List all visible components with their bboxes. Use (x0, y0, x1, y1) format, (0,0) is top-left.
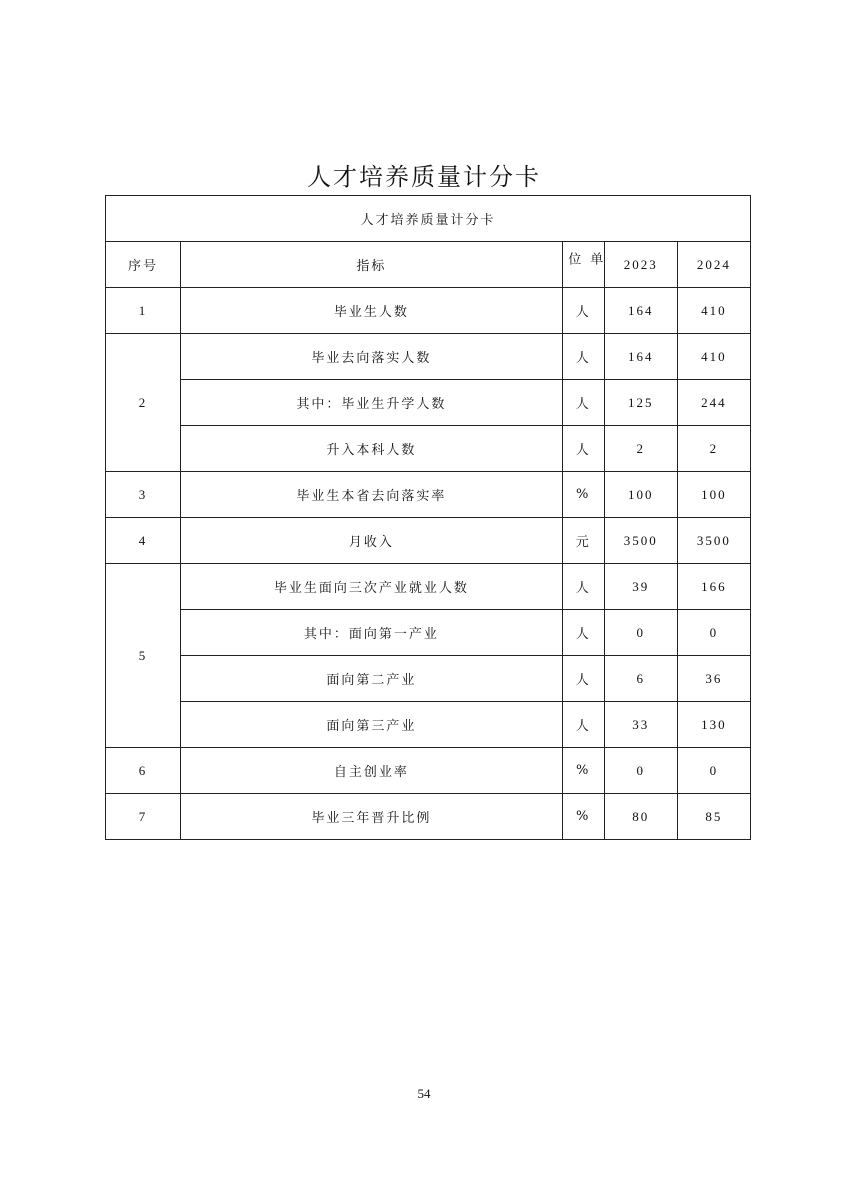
row-seq: 1 (106, 288, 181, 334)
row-indicator: 月收入 (181, 518, 563, 564)
scorecard-table (105, 195, 751, 840)
table-row (106, 334, 751, 380)
row-seq: 4 (106, 518, 181, 564)
row-value-2023: 100 (604, 472, 677, 518)
row-indicator: 毕业三年晋升比例 (181, 794, 563, 840)
table-row (106, 656, 751, 702)
row-value-2024: 100 (677, 472, 750, 518)
row-value-2024: 3500 (677, 518, 750, 564)
row-unit: % (562, 472, 604, 518)
row-indicator: 毕业去向落实人数 (181, 334, 563, 380)
row-indicator: 自主创业率 (181, 748, 563, 794)
row-unit: 人 (562, 564, 604, 610)
table-row (106, 472, 751, 518)
row-unit: 人 (562, 334, 604, 380)
table-caption: 人才培养质量计分卡 (106, 196, 751, 242)
row-value-2023: 3500 (604, 518, 677, 564)
row-value-2023: 125 (604, 380, 677, 426)
header-indicator: 指标 (181, 242, 563, 288)
row-value-2024: 130 (677, 702, 750, 748)
row-value-2024: 166 (677, 564, 750, 610)
row-value-2023: 6 (604, 656, 677, 702)
row-indicator: 面向第二产业 (181, 656, 563, 702)
page-title: 人才培养质量计分卡 (307, 163, 541, 191)
page-number: 54 (417, 1086, 431, 1101)
row-unit: 人 (562, 288, 604, 334)
row-value-2023: 0 (604, 748, 677, 794)
row-seq: 6 (106, 748, 181, 794)
row-unit: 人 (562, 610, 604, 656)
row-seq: 7 (106, 794, 181, 840)
row-value-2024: 0 (677, 748, 750, 794)
row-value-2024: 410 (677, 334, 750, 380)
row-indicator: 其中：面向第一产业 (181, 610, 563, 656)
table-row (106, 380, 751, 426)
row-unit: 人 (562, 380, 604, 426)
table-row (106, 610, 751, 656)
row-indicator: 毕业生人数 (181, 288, 563, 334)
row-value-2024: 244 (677, 380, 750, 426)
table-header-row (106, 242, 751, 288)
row-value-2023: 164 (604, 288, 677, 334)
table-row (106, 518, 751, 564)
row-value-2024: 2 (677, 426, 750, 472)
row-value-2023: 2 (604, 426, 677, 472)
table-row (106, 794, 751, 840)
row-value-2023: 164 (604, 334, 677, 380)
row-unit: % (562, 794, 604, 840)
row-value-2023: 0 (604, 610, 677, 656)
table-row (106, 564, 751, 610)
row-value-2023: 80 (604, 794, 677, 840)
table-row (106, 426, 751, 472)
row-value-2024: 410 (677, 288, 750, 334)
row-value-2024: 0 (677, 610, 750, 656)
row-unit: 人 (562, 702, 604, 748)
table-row (106, 702, 751, 748)
row-unit: 元 (562, 518, 604, 564)
row-unit: 人 (562, 426, 604, 472)
row-value-2023: 39 (604, 564, 677, 610)
row-indicator: 其中：毕业生升学人数 (181, 380, 563, 426)
header-year-2024: 2024 (677, 242, 750, 288)
row-value-2023: 33 (604, 702, 677, 748)
table-caption-row (106, 196, 751, 242)
row-seq: 2 (106, 334, 181, 472)
row-indicator: 升入本科人数 (181, 426, 563, 472)
header-year-2023: 2023 (604, 242, 677, 288)
row-value-2024: 36 (677, 656, 750, 702)
row-indicator: 毕业生本省去向落实率 (181, 472, 563, 518)
table-row (106, 748, 751, 794)
row-seq: 5 (106, 564, 181, 748)
row-value-2024: 85 (677, 794, 750, 840)
row-unit: 人 (562, 656, 604, 702)
row-unit: % (562, 748, 604, 794)
header-unit: 单位 (562, 242, 604, 288)
row-indicator: 毕业生面向三次产业就业人数 (181, 564, 563, 610)
table-row (106, 288, 751, 334)
row-indicator: 面向第三产业 (181, 702, 563, 748)
header-seq: 序号 (106, 242, 181, 288)
row-seq: 3 (106, 472, 181, 518)
